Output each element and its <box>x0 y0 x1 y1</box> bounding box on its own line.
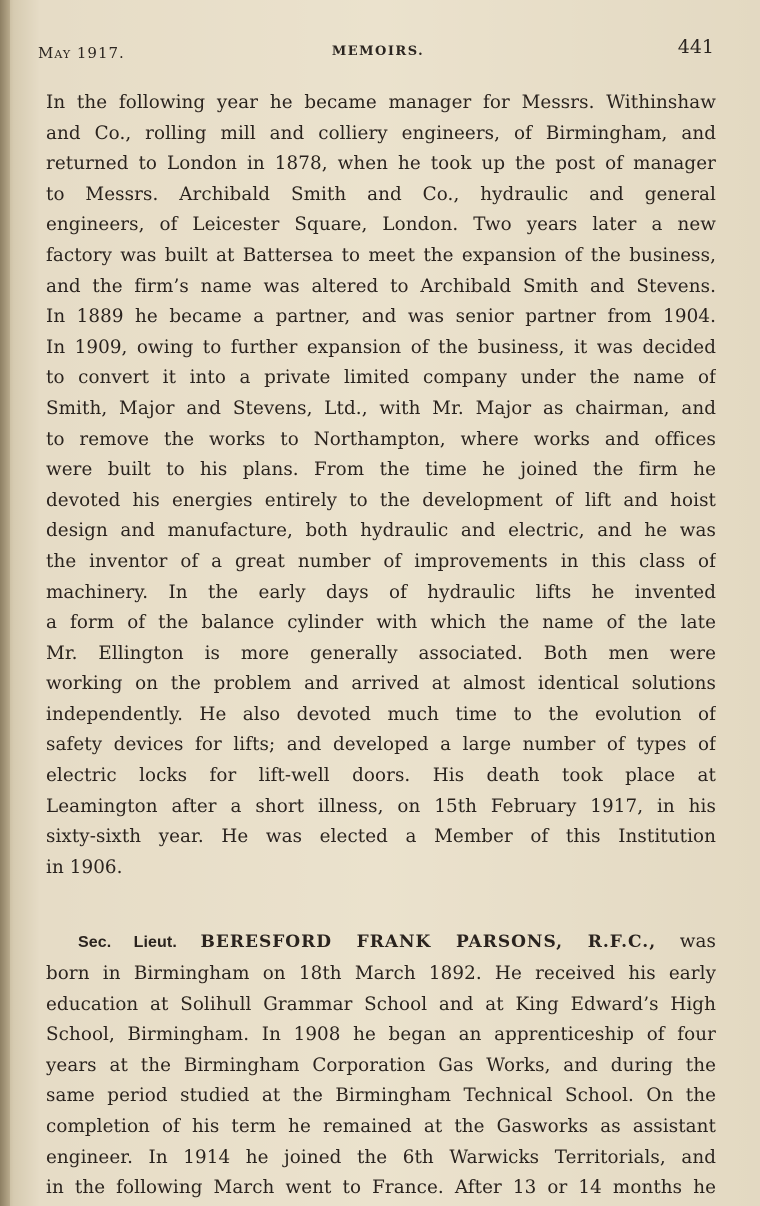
text-line: years at the Birmingham Corporation Gas Works, and during the <box>46 1054 716 1076</box>
text-line: in the following March went to France. After 13 or 14 months he <box>46 1177 716 1199</box>
memoir-heading-line <box>46 927 716 959</box>
text-line: returned to London in 1878, when he took up the post of manager <box>46 153 716 175</box>
text-line: to convert it into a private limited company under the name of <box>46 367 716 389</box>
text-line: In the following year he became manager for Messrs. Withinshaw <box>46 92 716 113</box>
text-line: and Co., rolling mill and colliery engineers, of Birmingham, and <box>46 122 716 144</box>
memoir-paragraph-1 <box>46 88 716 883</box>
running-head <box>38 36 718 64</box>
text-line: to remove the works to Northampton, where works and offices <box>46 428 716 450</box>
text-line: In 1909, owing to further expansion of the business, it was decided <box>46 336 716 358</box>
text-line: engineers, of Leicester Square, London. Two years later a new <box>46 214 716 236</box>
text-line: working on the problem and arrived at almost identical solutions <box>46 673 716 695</box>
text-line: same period studied at the Birmingham Technical School. On the <box>46 1085 716 1107</box>
text-line: devoted his energies entirely to the development of lift and hoist <box>46 489 716 511</box>
text-line: the inventor of a great number of improvements in this class of <box>46 550 716 572</box>
heading-continuation: was <box>679 931 716 953</box>
text-line: In 1889 he became a partner, and was senior partner from 1904. <box>46 306 716 328</box>
text-line: Smith, Major and Stevens, Ltd., with Mr. Major as chairman, and <box>46 397 716 419</box>
text-line: engineer. In 1914 he joined the 6th Warwicks Territorials, and <box>46 1146 716 1168</box>
text-line: Mr. Ellington is more generally associated. Both men were <box>46 642 716 664</box>
text-line: School, Birmingham. In 1908 he began an apprenticeship of four <box>46 1024 716 1046</box>
text-line: safety devices for lifts; and developed a large number of types of <box>46 734 716 756</box>
text-line: machinery. In the early days of hydraulic lifts he invented <box>46 581 716 603</box>
body-text <box>46 88 716 1204</box>
text-line: and the firm’s name was altered to Archibald Smith and Stevens. <box>46 275 716 297</box>
text-line: electric locks for lift-well doors. His death took place at <box>46 765 716 787</box>
page-number: 441 <box>677 36 714 58</box>
text-line: born in Birmingham on 18th March 1892. He received his early <box>46 963 716 985</box>
text-line: independently. He also devoted much time to the evolution of <box>46 703 716 725</box>
text-line: education at Solihull Grammar School and at King Edward’s High <box>46 993 716 1015</box>
text-line: in 1906. <box>46 856 123 878</box>
text-line: to Messrs. Archibald Smith and Co., hydraulic and general <box>46 183 716 205</box>
text-line: design and manufacture, both hydraulic and electric, and he was <box>46 520 716 542</box>
text-line: a form of the balance cylinder with which the name of the late <box>46 612 716 634</box>
rank: Sec. Lieut. <box>78 934 177 952</box>
person-name: BERESFORD FRANK PARSONS, R.F.C., <box>200 932 657 953</box>
text-line: sixty-sixth year. He was elected a Member of this Institution <box>46 826 716 848</box>
paragraph-gap <box>46 883 716 927</box>
running-head-section: MEMOIRS. <box>331 44 425 59</box>
text-line: were built to his plans. From the time he joined the firm he <box>46 459 716 481</box>
text-line: factory was built at Battersea to meet the expansion of the business, <box>46 244 716 266</box>
memoir-paragraph-2 <box>46 927 716 1203</box>
running-head-date: May 1917. <box>38 44 125 62</box>
text-line: Leamington after a short illness, on 15th February 1917, in his <box>46 795 716 817</box>
text-line: completion of his term he remained at the Gasworks as assistant <box>46 1116 716 1137</box>
